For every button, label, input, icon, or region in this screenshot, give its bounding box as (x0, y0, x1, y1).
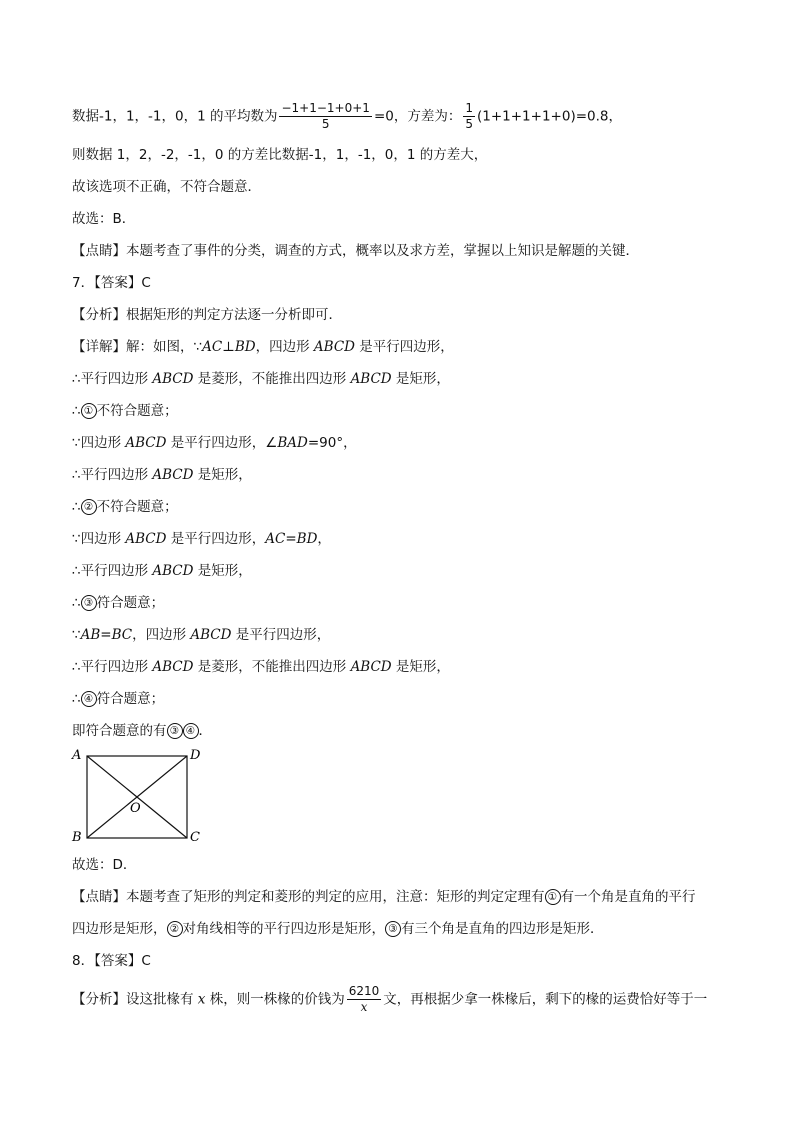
circled-number: ③ (81, 595, 97, 611)
label-o: O (130, 801, 141, 816)
text-line: ∴ ③ 符合题意； (72, 595, 165, 611)
text-line: 即符合题意的有 ③ ④ ． (72, 723, 212, 739)
text-line: 四边形是矩形， ② 对角线相等的平行四边形是矩形， ③ 有三个角是直角的四边形是矩形． (72, 921, 604, 937)
text-line: 【分析】设这批椽有 x 株，则一株椽的价钱为 $\frac{6210}{x}$ 文，再根据少拿一株椽后，剩下的椽的运费恰好等于一 (72, 984, 708, 1014)
text-line: ∴ ② 不符合题意； (72, 499, 178, 515)
circled-number: ④ (183, 723, 199, 739)
text-line: 【详解】解：如图，∵AC⊥BD，四边形 ABCD 是平行四边形， (72, 339, 454, 355)
circled-number: ① (81, 403, 97, 419)
text-line: ∵四边形 ABCD 是平行四边形，∠BAD=90°， (72, 435, 357, 451)
fraction-one-fifth: $\frac{1}{5}$ (465, 101, 473, 131)
text-line: 【点睛】本题考查了事件的分类，调查的方式，概率以及求方差，掌握以上知识是解题的关键． (72, 243, 639, 259)
text-line: 则数据 1，2，-2，-1，0 的方差比数据-1，1，-1，0，1 的方差大， (72, 147, 488, 163)
text-line: ∴平行四边形 ABCD 是菱形，不能推出四边形 ABCD 是矩形， (72, 659, 450, 675)
answer-heading: 8．【答案】C (72, 953, 151, 969)
label-d: D (190, 748, 201, 763)
circled-number: ③ (385, 921, 401, 937)
fraction-price: $\frac{6210}{x}$ (348, 984, 380, 1014)
text-line: ∴ ④ 符合题意； (72, 691, 165, 707)
text-line: 【点睛】本题考查了矩形的判定和菱形的判定的应用，注意：矩形的判定定理有 ① 有一个角是直角的平行 (72, 889, 696, 905)
circled-number: ① (545, 889, 561, 905)
text-line: ∵AB=BC，四边形 ABCD 是平行四边形， (72, 627, 331, 643)
label-c: C (190, 830, 200, 844)
text-line: ∴平行四边形 ABCD 是矩形， (72, 467, 252, 483)
text-line: ∴平行四边形 ABCD 是矩形， (72, 563, 252, 579)
fraction-mean: $\frac{-1+1-1+0+1}{5}$ (281, 101, 370, 131)
label-b: B (72, 830, 82, 844)
text-line: 故该选项不正确，不符合题意． (72, 179, 261, 195)
label-a: A (72, 748, 82, 763)
circled-number: ② (167, 921, 183, 937)
answer-heading: 7．【答案】C (72, 275, 151, 291)
text-line: ∴ ① 不符合题意； (72, 403, 178, 419)
text-line: ∴平行四边形 ABCD 是菱形，不能推出四边形 ABCD 是矩形， (72, 371, 450, 387)
text-line: 故选：D． (72, 857, 137, 873)
circled-number: ④ (81, 691, 97, 707)
line-variance: 数据-1，1，-1，0，1 的平均数为 $\frac{-1+1-1+0+1}{5}$ =0，方差为： $\frac{1}{5}$ (1+1+1+1+0)=0.8， (72, 101, 622, 131)
circled-number: ③ (167, 723, 183, 739)
circled-number: ② (81, 499, 97, 515)
text-line: ∵四边形 ABCD 是平行四边形，AC=BD， (72, 531, 331, 547)
text-line: 故选：B． (72, 211, 136, 227)
text-line: 【分析】根据矩形的判定方法逐一分析即可． (72, 307, 342, 323)
rectangle-diagram (66, 744, 216, 844)
